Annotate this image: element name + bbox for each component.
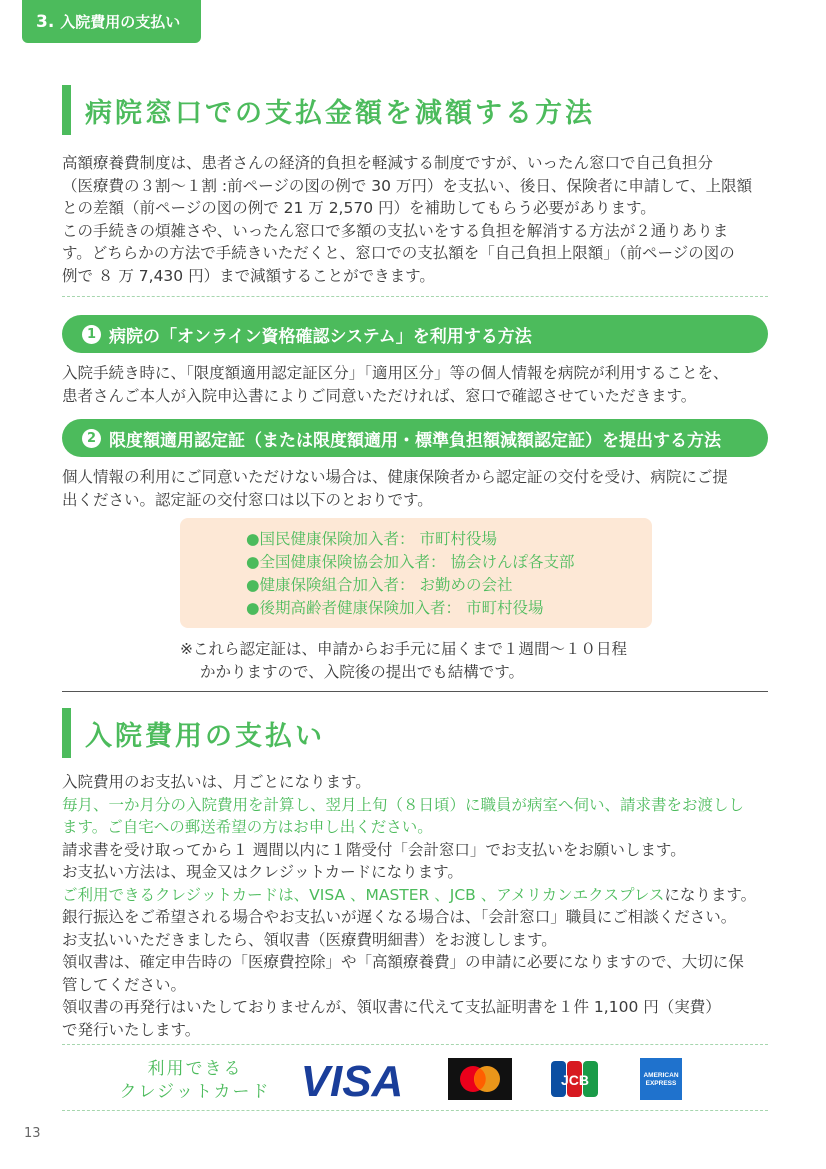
- number-badge: 1: [82, 325, 101, 344]
- dashed-divider: [62, 296, 768, 297]
- visa-logo-icon: [290, 1058, 414, 1102]
- body-line: お支払い方法は、現金又はクレジットカードになります。: [62, 863, 463, 881]
- body-line: [62, 884, 770, 907]
- note-line: かかりますので、入院後の提出でも結構です。: [200, 662, 524, 681]
- section1-intro: [62, 152, 770, 287]
- note-line: ※これら認定証は、申請からお手元に届くまで１週間〜１０日程: [180, 640, 627, 658]
- intro-line: 例で ８ 万 7,430 円）まで減額することができます。: [62, 266, 435, 285]
- dashed-divider: [62, 1044, 768, 1045]
- page-number: 13: [24, 1126, 41, 1141]
- method2-body: [62, 466, 770, 511]
- body-line: で発行いたします。: [62, 1020, 201, 1039]
- body-line: 入院費用のお支払いは、月ごとになります。: [62, 773, 371, 791]
- section1-heading: [62, 85, 595, 135]
- chapter-label: 入院費用の支払い: [60, 13, 181, 31]
- chapter-number: 3.: [36, 11, 55, 32]
- intro-line: この手続きの煩雑さや、いったん窓口で多額の支払いをする負担を解消する方法が２通りありま: [62, 221, 729, 240]
- body-line: 銀行振込をご希望される場合やお支払いが遅くなる場合は、「会計窓口」職員にご相談ください。: [62, 908, 737, 926]
- intro-line: す。どちらかの方法で手続きいただくと、窓口での支払額を「自己負担上限額」（前ページの図の: [62, 244, 735, 262]
- office-item: ●国民健康保険加入者： 市町村役場: [246, 530, 497, 548]
- office-list-box: [180, 518, 652, 628]
- body-line: お支払いいただきましたら、領収書（医療費明細書）をお渡しします。: [62, 930, 557, 949]
- chapter-tab: [22, 0, 201, 43]
- office-item: ●後期高齢者健康保険加入者： 市町村役場: [246, 599, 544, 617]
- section2-title: 入院費用の支払い: [85, 720, 325, 752]
- body-line: 領収書は、確定申告時の「医療費控除」や「高額療養費」の申請に必要になりますので、大切に保: [62, 953, 744, 971]
- certificate-note: [180, 638, 627, 683]
- dashed-divider: [62, 1110, 768, 1111]
- visa-logo-text: VISA: [300, 1058, 404, 1102]
- section2-heading: [62, 708, 325, 758]
- method2-title: 限度額適用認定証（または限度額適用・標準負担額減額認定証）を提出する方法: [109, 430, 721, 451]
- method1-body: [62, 362, 770, 407]
- intro-line: 高額療養費制度は、患者さんの経済的負担を軽減する制度ですが、いったん窓口で自己負担分: [62, 154, 714, 172]
- heading-bar: [62, 708, 71, 758]
- method1-title: 病院の「オンライン資格確認システム」を利用する方法: [109, 326, 532, 347]
- body-line: 毎月、一か月分の入院費用を計算し、翌月上旬（８日頃）に職員が病室へ伺い、請求書をお渡しし: [62, 795, 745, 814]
- cards-label-line: クレジットカード: [119, 1082, 271, 1102]
- heading-bar: [62, 85, 71, 135]
- body-line: 患者さんご本人が入院申込書によりご同意いただければ、窓口で確認させていただきます。: [62, 386, 697, 405]
- jcb-logo-text: JCB: [560, 1072, 590, 1088]
- office-item: ●健康保険組合加入者： お勤めの会社: [246, 576, 513, 594]
- section1-title: 病院窓口での支払金額を減額する方法: [85, 97, 595, 129]
- body-line: 入院手続き時に、「限度額適用認定証区分」「適用区分」等の個人情報を病院が利用することを、: [62, 364, 729, 382]
- body-line: 出ください。認定証の交付窓口は以下のとおりです。: [62, 490, 433, 509]
- number-badge: 2: [82, 429, 101, 448]
- cards-label-line: 利用できる: [147, 1059, 243, 1079]
- credit-card-tail: になります。: [664, 885, 757, 904]
- body-line: 請求書を受け取ってから１ 週間以内に１階受付「会計窓口」でお支払いをお願いします。: [62, 840, 686, 859]
- method1-banner: [62, 315, 768, 353]
- credit-card-text: ご利用できるクレジットカードは、VISA 、MASTER 、JCB 、アメリカンエクスプレス: [62, 885, 665, 904]
- mastercard-logo-icon: [448, 1058, 512, 1100]
- amex-logo-icon: [640, 1058, 682, 1100]
- amex-logo-text: EXPRESS: [645, 1080, 677, 1087]
- office-item: ●全国健康保険協会加入者： 協会けんぽ各支部: [246, 553, 575, 571]
- credit-cards-label: [110, 1058, 280, 1104]
- body-line: 領収書の再発行はいたしておりませんが、領収書に代えて支払証明書を１件 1,100 円（実費）: [62, 998, 721, 1016]
- section-divider: [62, 691, 768, 692]
- amex-logo-text: AMERICAN: [643, 1072, 679, 1079]
- method2-banner: [62, 419, 768, 457]
- intro-line: との差額（前ページの図の例で 21 万 2,570 円）を補助してもらう必要があります。: [62, 199, 656, 217]
- body-line: ます。ご自宅への郵送希望の方はお申し出ください。: [62, 818, 433, 836]
- intro-line: （医療費の３割〜１割 :前ページの図の例で 30 万円）を支払い、後日、保険者に申請して、上限額: [62, 176, 753, 195]
- body-line: 管してください。: [62, 975, 187, 994]
- body-line: 個人情報の利用にご同意いただけない場合は、健康保険者から認定証の交付を受け、病院にご提: [62, 468, 728, 486]
- jcb-logo-icon: [549, 1060, 601, 1098]
- section2-body: [62, 771, 770, 1041]
